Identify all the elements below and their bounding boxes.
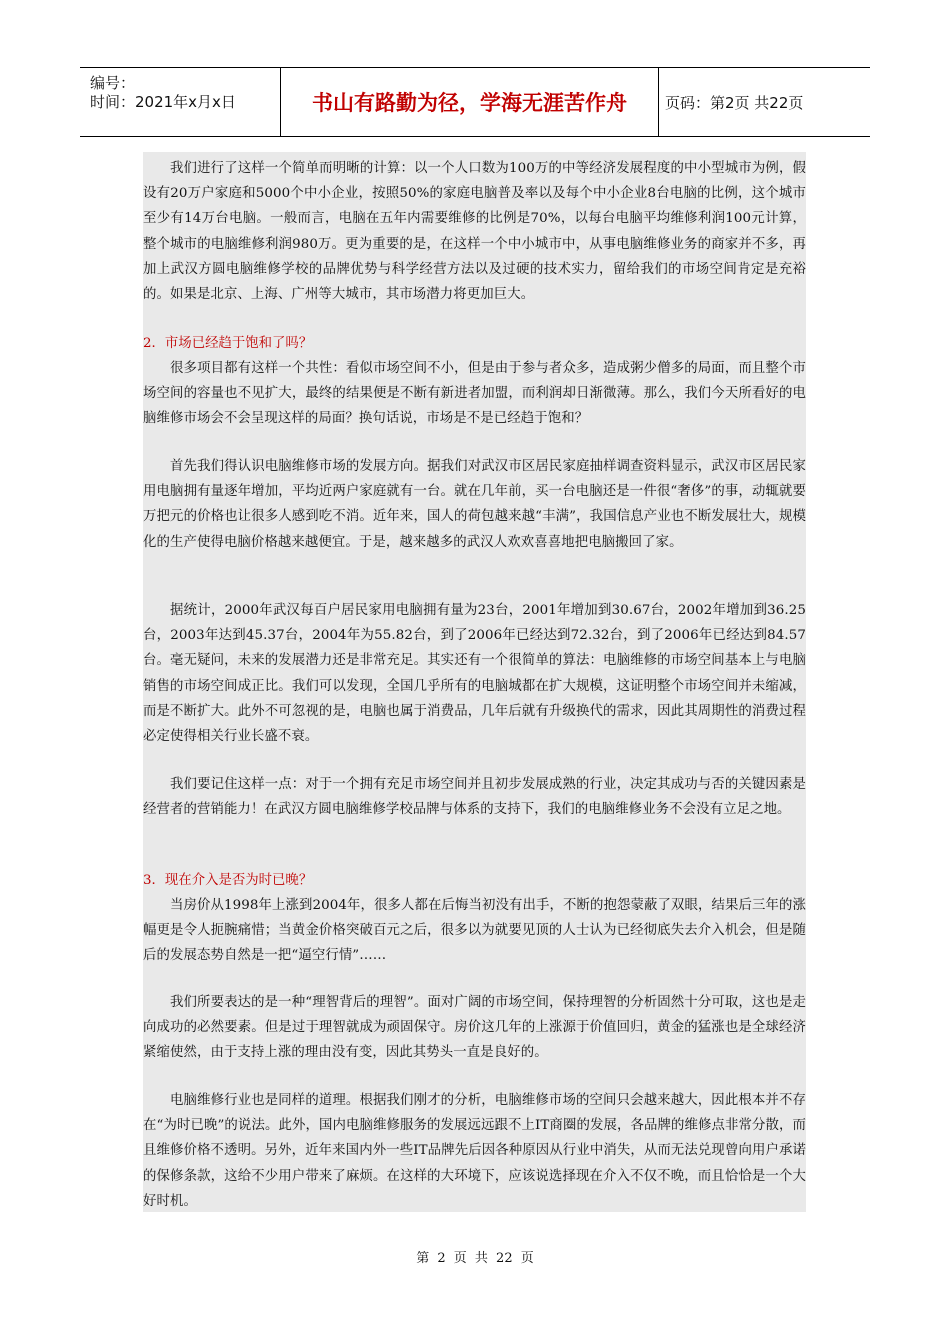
section-heading-3: 3．现在介入是否为时已晚？ [143,873,313,888]
document-number-label: 编号： [90,74,136,92]
paragraph-6: 当房价从1998年上涨到2004年，很多人都在后悔当初没有出手，不断的抱怨蒙蔽了双眼，结果后三年的涨幅更是令人扼腕痛惜；当黄金价格突破百元之后，很多以为就要见顶的人士认为已经彻底失去介入机会，但是随后的发展态势自然是一把“逼空行情”…… [143,898,806,964]
page-footer: 第 2 页 共 22 页 [416,1251,534,1266]
paragraph-4: 据统计，2000年武汉每百户居民家用电脑拥有量为23台，2001年增加到30.67台，2002年增加到36.25台，2003年达到45.37台，2004年为55.82台，到了2006年已经达到72.32台，到了2006年已经达到84.57台。毫无疑问，未来的发展潜力还是非常充足。其实还有一个很简单的算法：电脑维修的市场空间基本上与电脑销售的市场空间成正比。我们可以发现，全国几乎所有的电脑城都在扩大规模，这证明整个市场空间并未缩减，而是不断扩大。此外不可忽视的是，电脑也属于消费品，几年后就有升级换代的需求，因此其周期性的消费过程必定使得相关行业长盛不衰。 [143,603,806,745]
header-meta [80,68,281,136]
paragraph-5: 我们要记住这样一点：对于一个拥有充足市场空间并且初步发展成熟的行业，决定其成功与否的关键因素是经营者的营销能力！在武汉方圆电脑维修学校品牌与体系的支持下，我们的电脑维修业务不会没有立足之地。 [143,777,806,818]
paragraph-2: 很多项目都有这样一个共性：看似市场空间不小，但是由于参与者众多，造成粥少僧多的局面，而且整个市场空间的容量也不见扩大，最终的结果便是不断有新进者加盟，而利润却日渐微薄。那么，我们今天所看好的电脑维修市场会不会呈现这样的局面？换句话说，市场是不是已经趋于饱和？ [143,361,806,427]
paragraph-1: 我们进行了这样一个简单而明晰的计算：以一个人口数为100万的中等经济发展程度的中小型城市为例，假设有20万户家庭和5000个中小企业，按照50%的家庭电脑普及率以及每个中小企业8台电脑的比例，这个城市至少有14万台电脑。一般而言，电脑在五年内需要维修的比例是70%，以每台电脑平均维修利润100元计算，整个城市的电脑维修利润980万。更为重要的是，在这样一个中小城市中，从事电脑维修业务的商家并不多，再加上武汉方圆电脑维修学校的品牌优势与科学经营方法以及过硬的技术实力，留给我们的市场空间肯定是充裕的。如果是北京、上海、广州等大城市，其市场潜力将更加巨大。 [143,161,806,303]
paragraph-7: 我们所要表达的是一种“理智背后的理智”。面对广阔的市场空间，保持理智的分析固然十分可取，这也是走向成功的必然要素。但是过于理智就成为顽固保守。房价这几年的上涨源于价值回归，黄金的猛涨也是全球经济紧缩使然，由于支持上涨的理由没有变，因此其势头一直是良好的。 [143,995,806,1061]
document-time-label: 时间：2021年x月x日 [90,93,236,111]
section-heading-2: 2．市场已经趋于饱和了吗？ [143,336,313,351]
paragraph-3: 首先我们得认识电脑维修市场的发展方向。据我们对武汉市区居民家庭抽样调查资料显示，武汉市区居民家用电脑拥有量逐年增加，平均近两户家庭就有一台。就在几年前，买一台电脑还是一件很“奢侈”的事，动辄就要万把元的价格也让很多人感到吃不消。近年来，国人的荷包越来越“丰满”，我国信息产业也不断发展壮大，规模化的生产使得电脑价格越来越便宜。于是，越来越多的武汉人欢欢喜喜地把电脑搬回了家。 [143,459,806,550]
document-body [143,152,806,1212]
page-header [80,67,870,137]
header-motto: 书山有路勤为径，学海无涯苦作舟 [281,68,659,136]
header-page-code: 页码：第2页 共22页 [665,93,804,112]
paragraph-8: 电脑维修行业也是同样的道理。根据我们刚才的分析，电脑维修市场的空间只会越来越大，因此根本并不存在“为时已晚”的说法。此外，国内电脑维修服务的发展远远跟不上IT商圈的发展，各品牌的维修点非常分散，而且维修价格不透明。另外，近年来国内外一些IT品牌先后因各种原因从行业中消失，从而无法兑现曾向用户承诺的保修条款，这给不少用户带来了麻烦。在这样的大环境下，应该说选择现在介入不仅不晚，而且恰恰是一个大好时机。 [143,1093,806,1209]
